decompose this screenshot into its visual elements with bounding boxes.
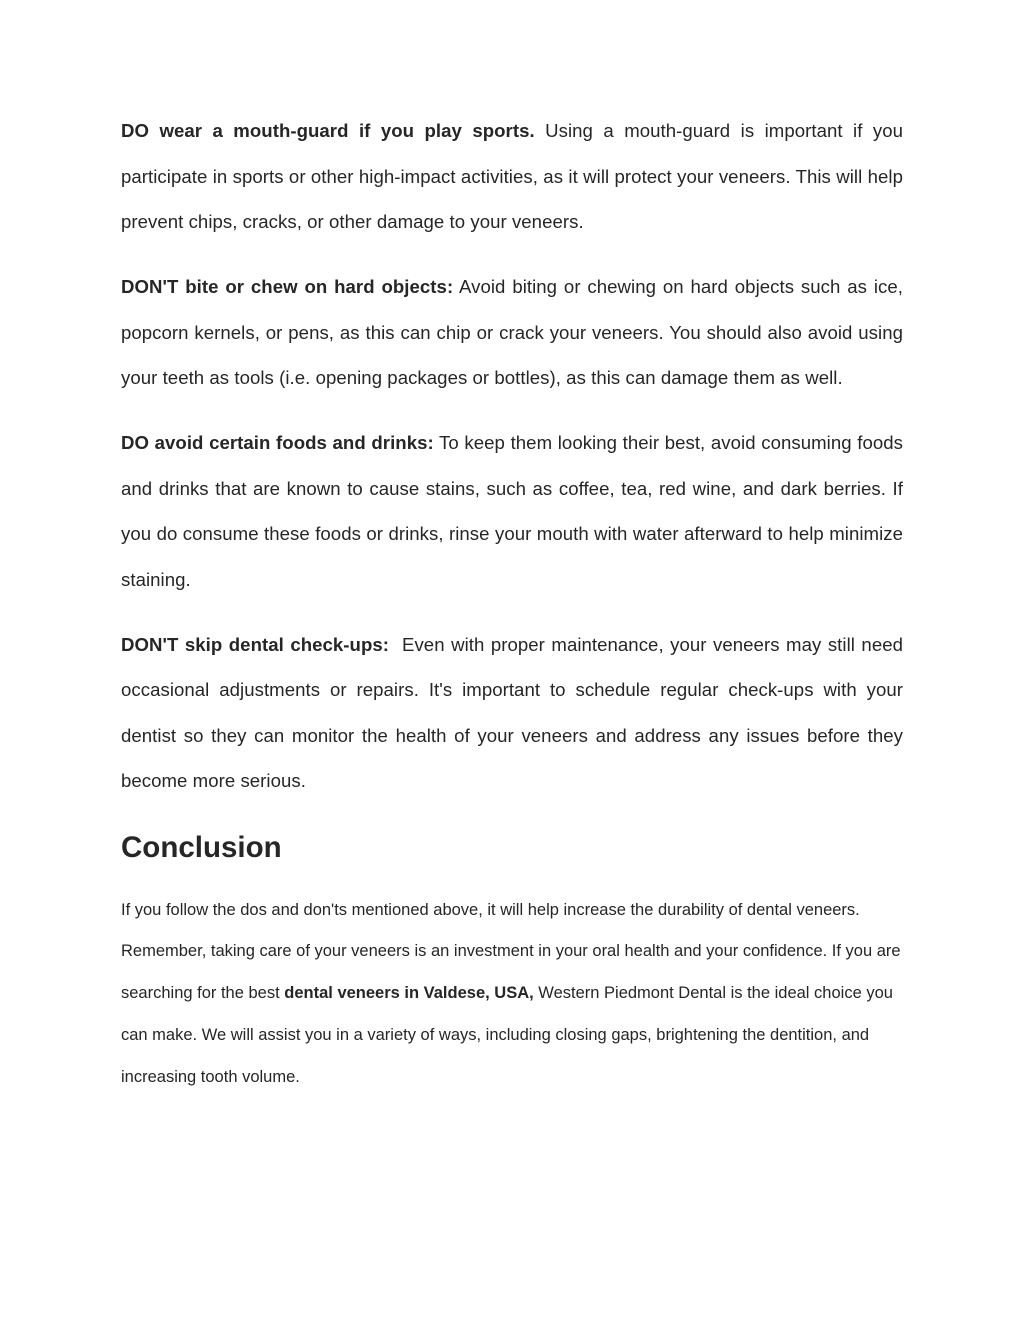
tip-body: Even with proper maintenance, your veneers may still need occasional adjustments or repairs. It's important to schedule regular check-ups with your dentist so they can monitor the health of your veneers and address any issues before they become more serious. <box>121 633 909 791</box>
tip-hard-objects <box>121 264 903 401</box>
conclusion-keyword: dental veneers in Valdese, USA, <box>284 984 534 1003</box>
conclusion-heading: Conclusion <box>121 830 282 864</box>
tip-body: Using a mouth-guard is important if you participate in sports or other high-impact activities, as it will protect your veneers. This will help prevent chips, cracks, or other damage to your veneers. <box>121 120 903 232</box>
tip-foods-drinks <box>121 420 903 602</box>
conclusion-text-before: If you follow the dos and don'ts mentioned above, it will help increase the durability of dental veneers. Remember, taking care of your veneers is an investment in your oral health and your confidence. If you are searching for the best <box>121 900 901 1003</box>
tip-heading: DO wear a mouth-guard if you play sports. <box>121 120 535 141</box>
document-page <box>121 108 909 1098</box>
tip-body: Avoid biting or chewing on hard objects such as ice, popcorn kernels, or pens, as this can chip or crack your veneers. You should also avoid using your teeth as tools (i.e. opening packages or bottles), as this can damage them as well. <box>121 276 903 388</box>
tip-check-ups <box>121 622 909 804</box>
tip-mouth-guard <box>121 108 903 245</box>
tip-heading: DO avoid certain foods and drinks: <box>121 432 434 453</box>
tip-body: To keep them looking their best, avoid consuming foods and drinks that are known to cause stains, such as coffee, tea, red wine, and dark berries. If you do consume these foods or drinks, rinse your mouth with water afterward to help minimize staining. <box>121 432 903 590</box>
conclusion-text-after: Western Piedmont Dental is the ideal choice you can make. We will assist you in a variety of ways, including closing gaps, brightening the dentition, and increasing tooth volume. <box>121 984 893 1086</box>
tip-heading: DON'T skip dental check-ups: <box>121 633 389 655</box>
conclusion-paragraph <box>121 890 903 1099</box>
tip-heading: DON'T bite or chew on hard objects: <box>121 276 454 297</box>
